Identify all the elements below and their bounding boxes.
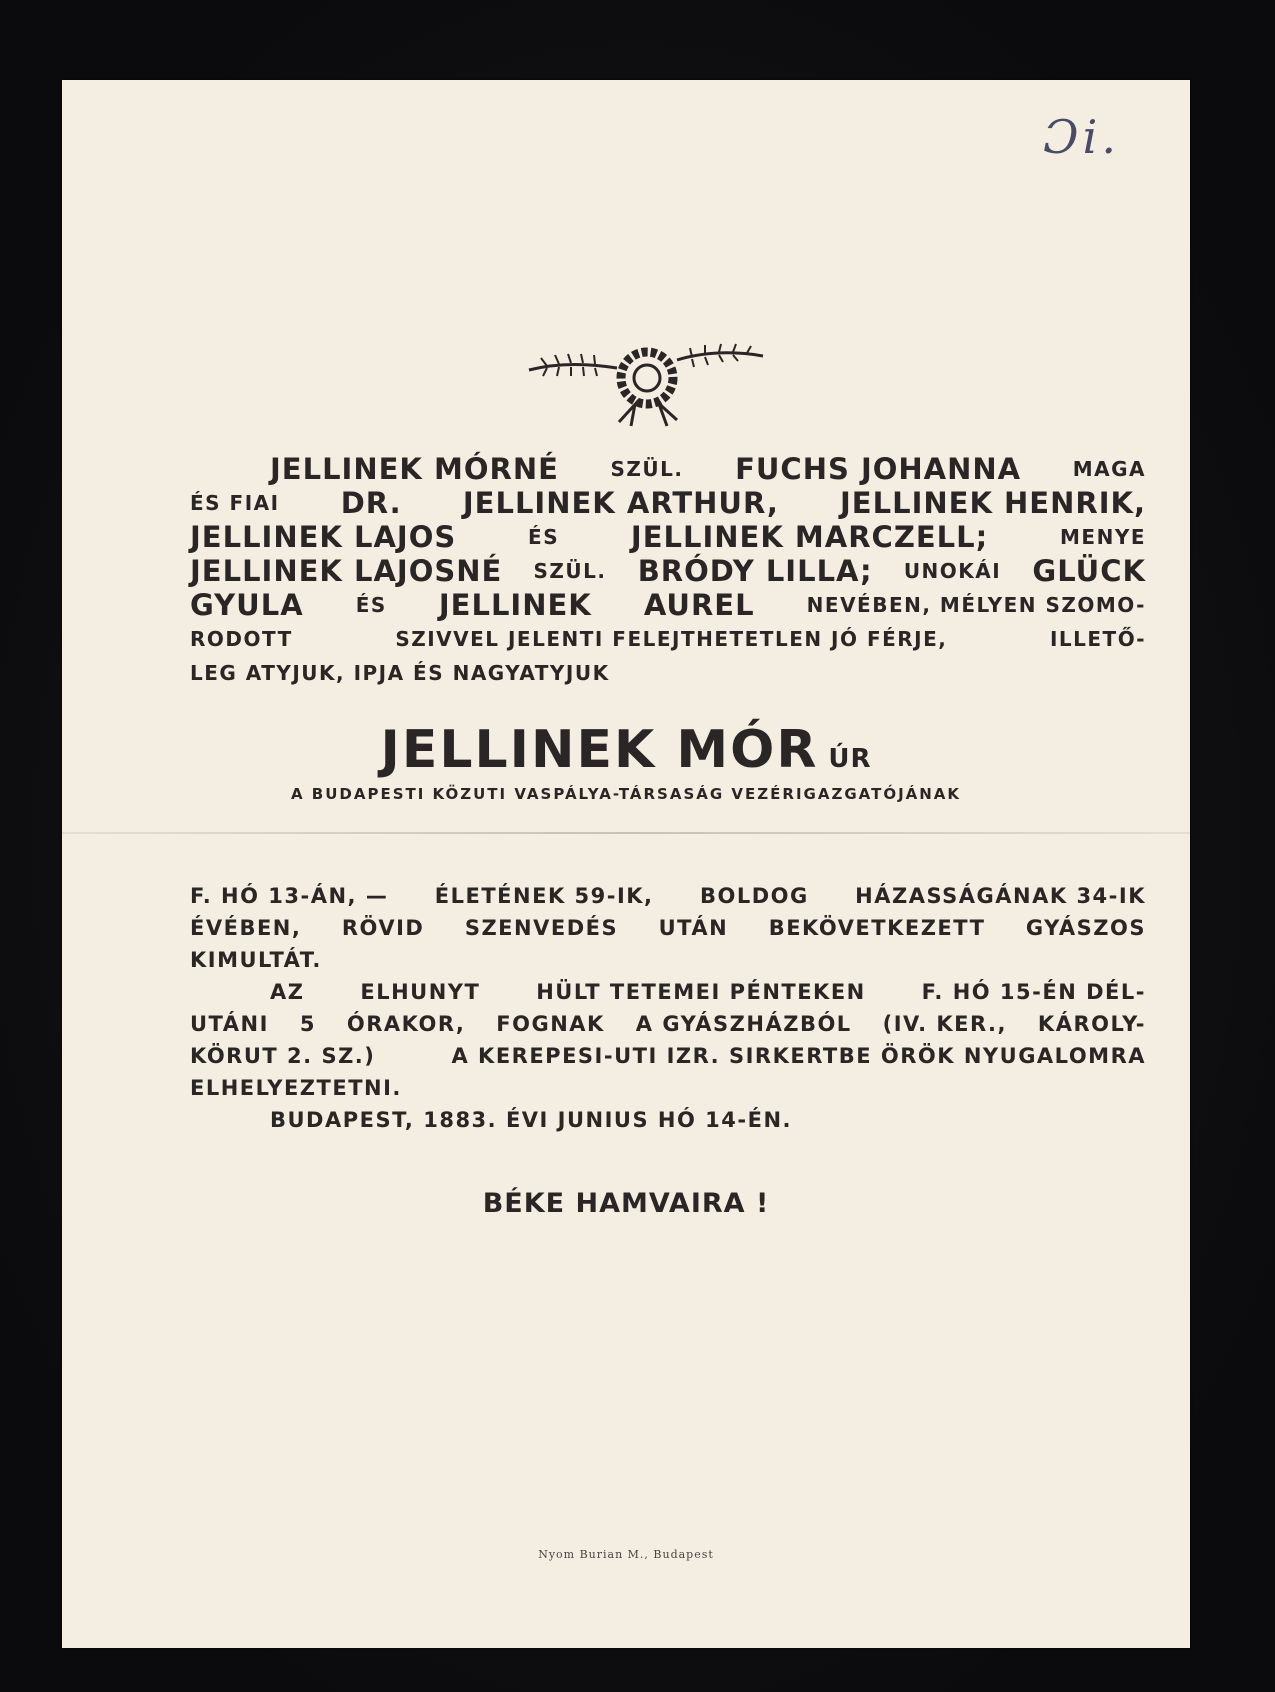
body-line: F. HÓ 13-ÁN, — ÉLETÉNEK 59-IK, BOLDOG HÁZASSÁGÁNAK 34-IK bbox=[190, 884, 1146, 908]
deceased-name-heading bbox=[62, 720, 1190, 780]
body-line-date: BUDAPEST, 1883. ÉVI JUNIUS HÓ 14-ÉN. bbox=[270, 1108, 792, 1132]
body-line: ELHELYEZTETNI. bbox=[190, 1076, 402, 1100]
body-line: ÉVÉBEN, RÖVID SZENVEDÉS UTÁN BEKÖVETKEZETT GYÁSZOS bbox=[190, 916, 1146, 940]
intro-line: JELLINEK LAJOSNÉ SZÜL. BRÓDY LILLA; UNOKÁI GLÜCK bbox=[190, 554, 1146, 588]
archive-pencil-mark: Ɔi. bbox=[1043, 110, 1120, 164]
deceased-title: ÚR bbox=[828, 744, 872, 774]
intro-line: JELLINEK MÓRNÉ SZÜL. FUCHS JOHANNA MAGA bbox=[270, 452, 1146, 486]
death-notice-sheet bbox=[62, 80, 1190, 1648]
fold-crease bbox=[62, 832, 1190, 834]
intro-line: LEG ATYJUK, IPJA ÉS NAGYATYJUK bbox=[190, 661, 610, 685]
body-line: AZ ELHUNYT HÜLT TETEMEI PÉNTEKEN F. HÓ 15-ÉN DÉL- bbox=[270, 980, 1146, 1004]
body-line: KÖRUT 2. SZ.) A KEREPESI-UTI IZR. SIRKERTBE ÖRÖK NYUGALOMRA bbox=[190, 1044, 1146, 1068]
intro-line: JELLINEK LAJOS ÉS JELLINEK MARCZELL; MENYE bbox=[190, 520, 1146, 554]
wreath-ornament-icon bbox=[527, 330, 767, 430]
intro-line: RODOTT SZIVVEL JELENTI FELEJTHETETLEN JÓ FÉRJE, ILLETŐ- bbox=[190, 627, 1146, 651]
body-line: UTÁNI 5 ÓRAKOR, FOGNAK A GYÁSZHÁZBÓL (IV. KER., KÁROLY- bbox=[190, 1012, 1146, 1036]
announcement-intro bbox=[190, 452, 1146, 690]
deceased-name: JELLINEK MÓR bbox=[380, 720, 819, 780]
intro-line: GYULA ÉS JELLINEK AUREL NEVÉBEN, MÉLYEN SZOMO- bbox=[190, 588, 1146, 622]
body-line: KIMULTÁT. bbox=[190, 948, 322, 972]
intro-line: ÉS FIAI DR. JELLINEK ARTHUR, JELLINEK HENRIK, bbox=[190, 486, 1146, 520]
farewell-line: BÉKE HAMVAIRA ! bbox=[482, 1188, 770, 1219]
printer-imprint: Nyom Burian M., Budapest bbox=[538, 1548, 714, 1561]
announcement-body bbox=[190, 880, 1146, 1136]
deceased-position: A BUDAPESTI KÖZUTI VASPÁLYA-TÁRSASÁG VEZÉRIGAZGATÓJÁNAK bbox=[290, 785, 962, 803]
